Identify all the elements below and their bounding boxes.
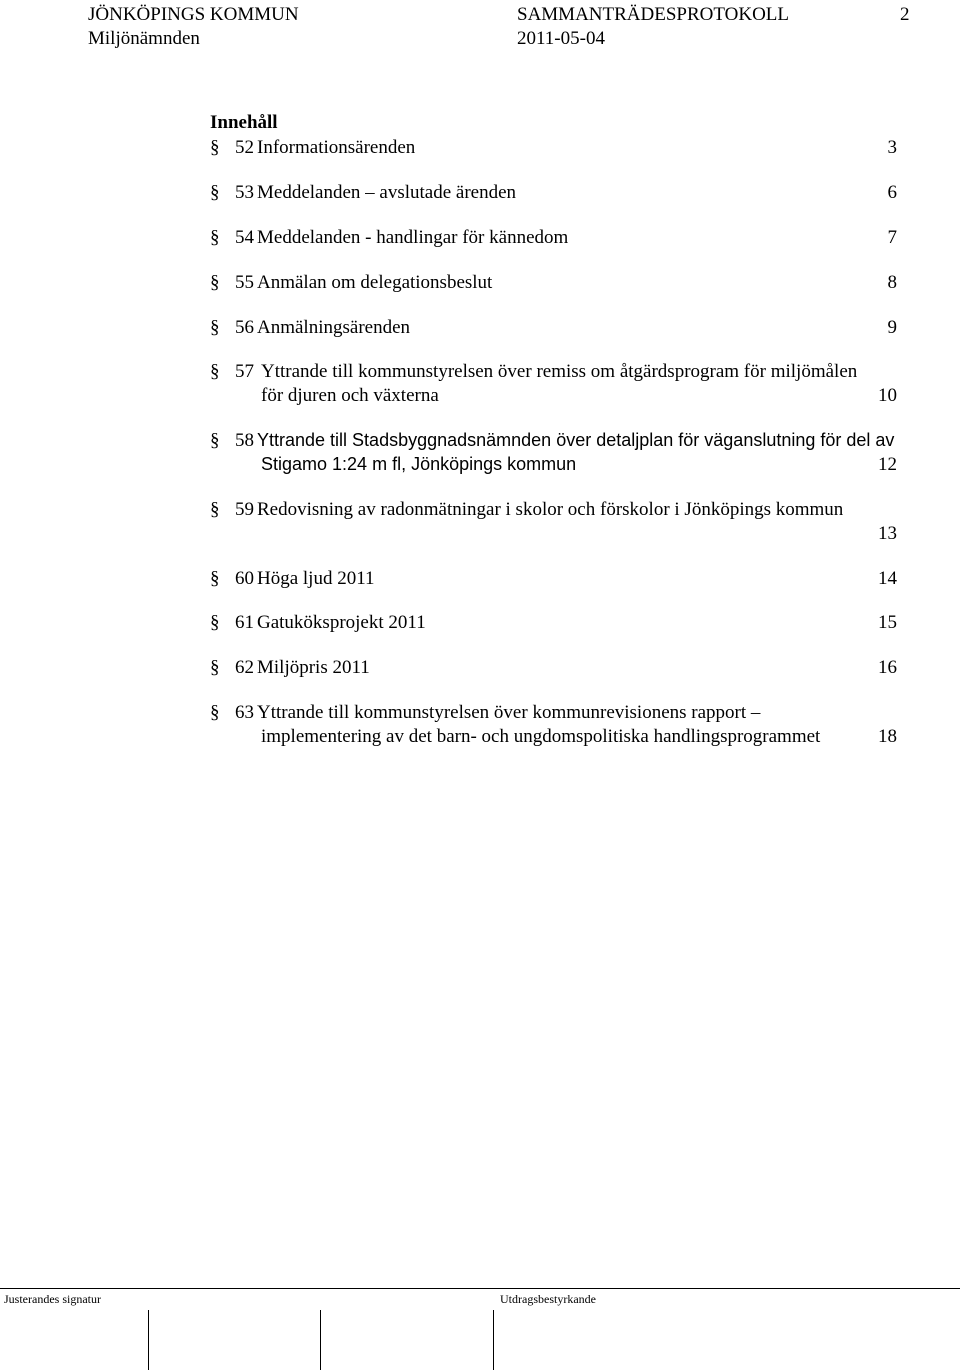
entry-title-continued: implementering av det barn- och ungdomspolitiska handlingsprogrammet (261, 725, 821, 747)
entry-title-continued: Stigamo 1:24 m fl, Jönköpings kommun (261, 453, 577, 474)
toc-entry-61 (210, 611, 900, 635)
section-sign: § (210, 657, 220, 678)
entry-number: 54 (235, 227, 254, 248)
toc-entry-55 (210, 271, 900, 295)
signature-box-divider (148, 1310, 149, 1370)
header-page-number: 2 (900, 4, 910, 25)
entry-title-continued: för djuren och växterna (261, 384, 439, 406)
entry-page: 14 (878, 568, 897, 589)
signature-box-divider (493, 1310, 494, 1370)
toc-entry-56 (210, 316, 900, 340)
entry-page: 7 (887, 227, 897, 248)
section-sign: § (210, 182, 220, 203)
entry-page: 10 (878, 384, 897, 406)
header-committee: Miljönämnden (88, 28, 200, 49)
entry-title: Anmälningsärenden (257, 317, 411, 338)
entry-number: 63 (235, 702, 254, 723)
entry-number: 53 (235, 182, 254, 203)
entry-title: Informationsärenden (257, 137, 416, 158)
section-sign: § (210, 137, 220, 158)
entry-number: 62 (235, 657, 254, 678)
section-sign: § (210, 361, 220, 382)
toc-entry-58 (210, 429, 900, 476)
entry-page: 18 (878, 725, 897, 747)
entry-page: 13 (878, 522, 897, 544)
toc-entry-57 (210, 360, 900, 407)
entry-number: 60 (235, 568, 254, 589)
entry-number: 56 (235, 317, 254, 338)
header-org: JÖNKÖPINGS KOMMUN (88, 4, 299, 25)
entry-number: 59 (235, 499, 254, 520)
entry-page: 16 (878, 657, 897, 678)
section-sign: § (210, 612, 220, 633)
toc-entry-60 (210, 567, 900, 591)
entry-page: 9 (887, 317, 897, 338)
section-sign: § (210, 272, 220, 293)
entry-title: Redovisning av radonmätningar i skolor och förskolor i Jönköpings kommun (257, 499, 844, 520)
toc-entry-63 (210, 701, 900, 748)
footer-divider (0, 1288, 960, 1289)
entry-title: Meddelanden - handlingar för kännedom (257, 227, 569, 248)
toc-entry-54 (210, 226, 900, 250)
entry-title: Yttrande till Stadsbyggnadsnämnden över detaljplan för väganslutning för del av (257, 430, 895, 450)
header-date: 2011-05-04 (517, 28, 605, 49)
entry-title: Yttrande till kommunstyrelsen över remiss om åtgärdsprogram för miljömålen (261, 361, 858, 382)
entry-page: 3 (887, 137, 897, 158)
entry-page: 12 (878, 453, 897, 475)
entry-number: 58 (235, 430, 254, 451)
entry-number: 57 (235, 361, 254, 382)
header-doc-type: SAMMANTRÄDESPROTOKOLL (517, 4, 790, 25)
entry-title: Meddelanden – avslutade ärenden (257, 182, 517, 203)
entry-page: 8 (887, 272, 897, 293)
toc-entry-52 (210, 136, 900, 160)
entry-page: 6 (887, 182, 897, 203)
entry-page: 15 (878, 612, 897, 633)
section-sign: § (210, 227, 220, 248)
entry-title: Anmälan om delegationsbeslut (257, 272, 493, 293)
footer-signature-label: Justerandes signatur (4, 1292, 101, 1306)
entry-title: Höga ljud 2011 (257, 568, 375, 589)
toc-entry-59 (210, 498, 900, 545)
footer-extract-label: Utdragsbestyrkande (500, 1292, 596, 1306)
section-sign: § (210, 317, 220, 338)
toc-heading: Innehåll (210, 112, 278, 133)
section-sign: § (210, 499, 220, 520)
section-sign: § (210, 568, 220, 589)
section-sign: § (210, 702, 220, 723)
entry-number: 52 (235, 137, 254, 158)
entry-title: Yttrande till kommunstyrelsen över kommunrevisionens rapport – (257, 702, 761, 723)
entry-number: 61 (235, 612, 254, 633)
entry-number: 55 (235, 272, 254, 293)
signature-box-divider (320, 1310, 321, 1370)
entry-title: Gatuköksprojekt 2011 (257, 612, 426, 633)
section-sign: § (210, 430, 220, 451)
toc-entry-53 (210, 181, 900, 205)
entry-title: Miljöpris 2011 (257, 657, 370, 678)
toc-entry-62 (210, 656, 900, 680)
